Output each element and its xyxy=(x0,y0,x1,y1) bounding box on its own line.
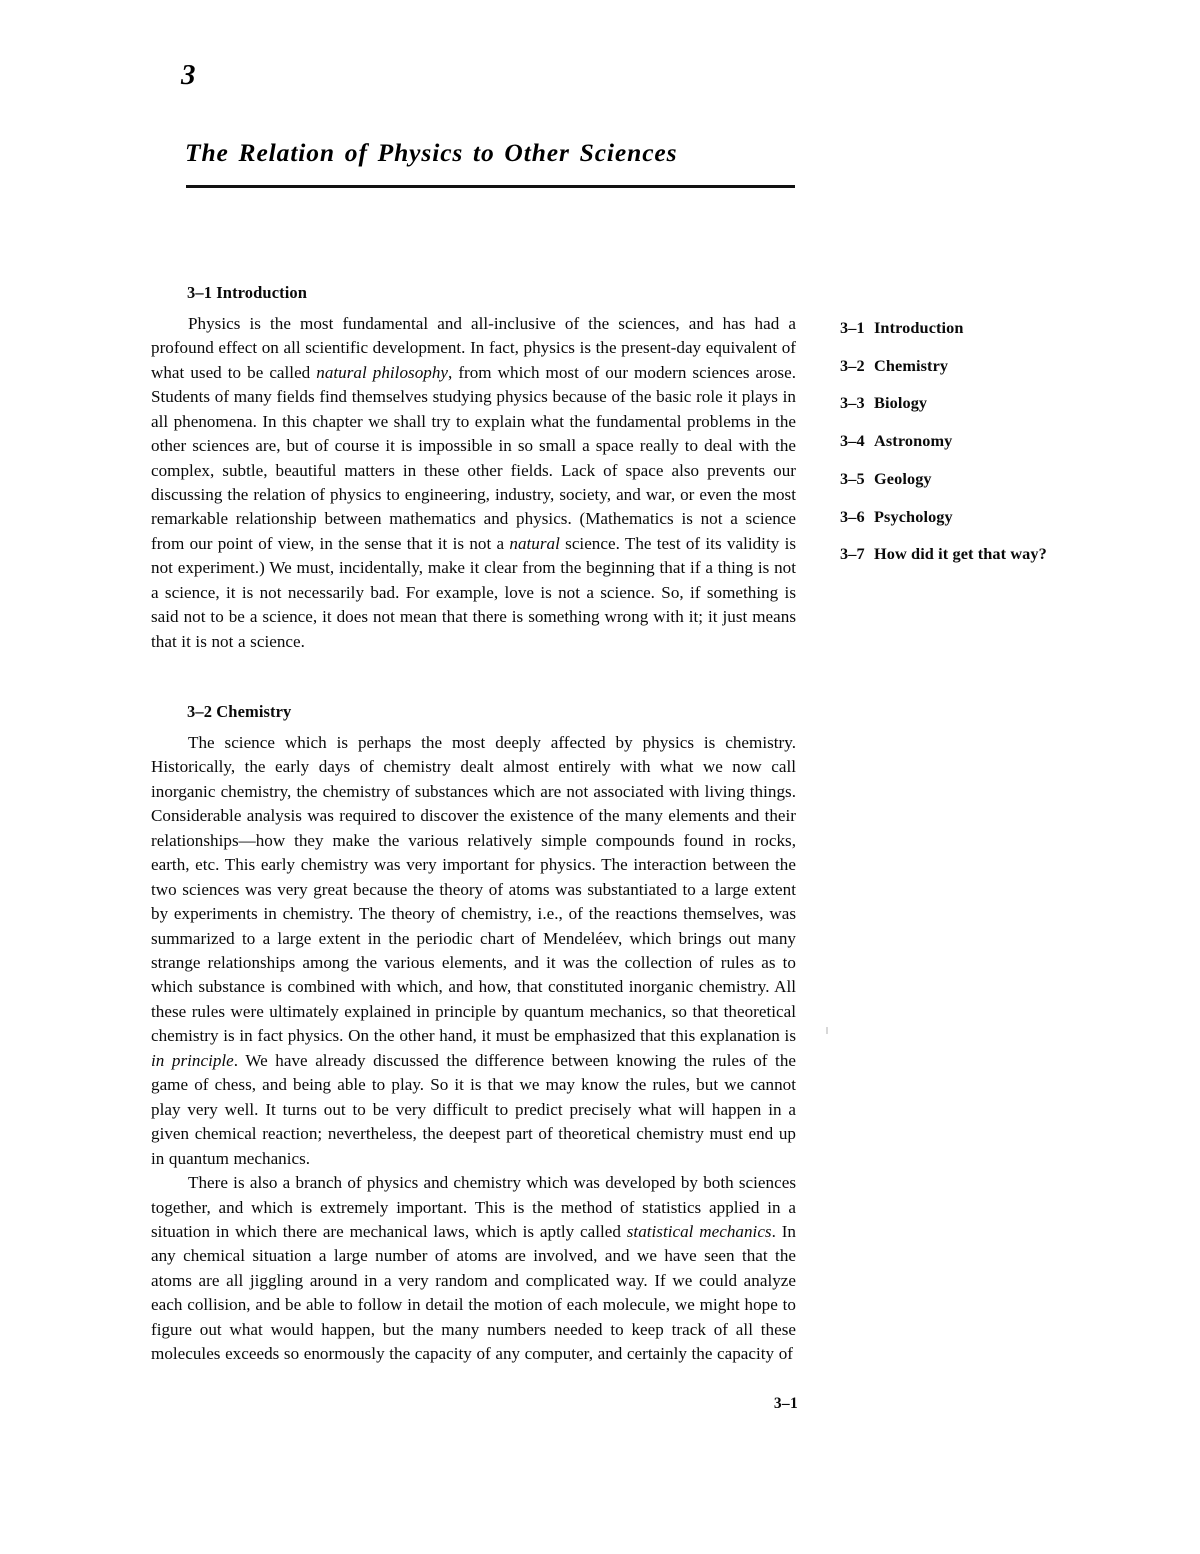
page-number-footer: 3–1 xyxy=(773,1395,798,1412)
title-divider-rule xyxy=(186,185,795,188)
section-introduction xyxy=(151,283,796,654)
toc-item-number: 3–4 xyxy=(840,431,865,451)
toc-item-introduction[interactable] xyxy=(840,318,1140,338)
toc-item-geology[interactable] xyxy=(840,469,1140,489)
section-heading-chemistry: 3–2 Chemistry xyxy=(187,702,292,722)
marginal-table-of-contents xyxy=(840,318,1140,582)
section-spacer xyxy=(151,654,796,702)
section-chemistry xyxy=(151,702,796,1367)
toc-item-number: 3–7 xyxy=(840,544,865,564)
toc-item-number: 3–5 xyxy=(840,468,865,488)
toc-item-label: Psychology xyxy=(874,506,953,526)
toc-item-number: 3–6 xyxy=(840,506,865,526)
toc-item-biology[interactable] xyxy=(840,393,1140,413)
toc-item-number: 3–2 xyxy=(840,355,865,375)
toc-item-how-did-it-get-that-way[interactable] xyxy=(840,544,1140,564)
chapter-number: 3 xyxy=(181,59,196,91)
toc-item-label: Astronomy xyxy=(874,431,953,451)
section-heading-introduction: 3–1 Introduction xyxy=(187,283,308,302)
paragraph: Physics is the most fundamental and all-inclusive of the sciences, and has had a profound effect on all scientific development. In fact, physics is the present-day equivalent of what used to be called natural philosophy, from which most of our modern sciences arose. Students of many fields find themselves studying physics because of the basic role it plays in all phenomena. In this chapter we shall try to explain what the fundamental problems in the other sciences are, but of course it is impossible in so small a space really to deal with the complex, subtle, beautiful matters in these other fields. Lack of space also prevents our discussing the relation of physics to engineering, industry, society, and war, or even the most remarkable relationship between mathematics and physics. (Mathematics is not a science from our point of view, in the sense that it is not a natural science. The test of its validity is not experiment.) We must, incidentally, make it clear from the beginning that if a thing is not a science, it is not necessarily bad. For example, love is not a science. So, if something is said not to be a science, it does not mean that there is something wrong with it; it just means that it is not a science. xyxy=(151,313,797,651)
toc-item-label: Introduction xyxy=(874,318,964,337)
toc-item-astronomy[interactable] xyxy=(840,431,1140,451)
paragraph: There is also a branch of physics and chemistry which was developed by both sciences together, and which is extremely important. This is the method of statistics applied in a situation in which there are mechanical laws, which is aptly called statistical mechanics. In any chemical situation a large number of atoms are involved, and we have seen that the atoms are all jiggling around in a very random and complicated way. If we could analyze each collision, and be able to follow in detail the motion of each molecule, we might hope to figure out what would happen, but the many numbers needed to keep track of all these molecules exceeds so enormously the capacity of any computer, and certainly the capacity of xyxy=(151,1173,797,1364)
toc-item-chemistry[interactable] xyxy=(840,356,1140,376)
toc-item-label: Geology xyxy=(874,468,932,488)
main-text-column xyxy=(151,283,796,1367)
toc-item-number: 3–1 xyxy=(840,318,865,337)
paragraph: The science which is perhaps the most deeply affected by physics is chemistry. Historically, the early days of chemistry dealt almost entirely with what we now call inorganic chemistry, the chemistry of substances which are not associated with living things. Considerable analysis was required to discover the existence of the many elements and their relationships—how they make the various relatively simple compounds found in rocks, earth, etc. This early chemistry was very important for physics. The interaction between the two sciences was very great because the theory of atoms was substantiated to a large extent by experiments in chemistry. The theory of chemistry, i.e., of the reactions themselves, was summarized to a large extent in the periodic chart of Mendeléev, which brings out many strange relationships among the various elements, and it was the collection of rules as to which substance is combined with which, and how, that constituted inorganic chemistry. All these rules were ultimately explained in principle by quantum mechanics, so that theoretical chemistry is in fact physics. On the other hand, it must be emphasized that this explanation is in principle. We have already discussed the difference between knowing the rules of the game of chess, and being able to play. So it is that we may know the rules, but we cannot play very well. It turns out to be very difficult to predict precisely what will happen in a given chemical reaction; nevertheless, the deepest part of theoretical chemistry must end up in quantum mechanics. xyxy=(151,732,796,1168)
page-title: The Relation of Physics to Other Sciences xyxy=(185,138,678,167)
toc-item-number: 3–3 xyxy=(840,393,865,413)
toc-item-label: Biology xyxy=(874,393,928,413)
toc-item-label: Chemistry xyxy=(874,355,949,375)
scan-artifact-speck xyxy=(826,1027,828,1034)
toc-item-psychology[interactable] xyxy=(840,507,1140,527)
toc-item-label: How did it get that way? xyxy=(874,544,1047,564)
